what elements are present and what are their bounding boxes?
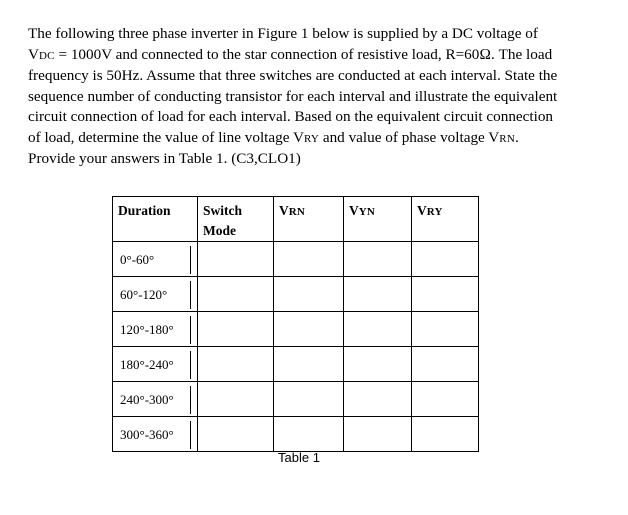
question-line-5: circuit connection of load for each interval. Based on the equivalent circuit connection xyxy=(28,108,554,125)
switch-mode-cell[interactable] xyxy=(198,382,274,417)
header-vyn xyxy=(344,197,412,242)
header-vry-main: V xyxy=(417,203,427,218)
question-line-6-text-b: and value of phase voltage V xyxy=(319,128,500,146)
header-switch-text: Switch xyxy=(203,203,243,218)
question-line-6 xyxy=(28,128,613,150)
switch-mode-cell[interactable] xyxy=(198,417,274,452)
vrn-cell[interactable] xyxy=(274,312,344,347)
duration-cell: 180°-240° xyxy=(113,347,198,382)
question-line-2 xyxy=(28,45,613,67)
vry-subscript-text: RY xyxy=(303,132,320,145)
vyn-cell[interactable] xyxy=(344,347,412,382)
question-line-6-text-a: of load, determine the value of line voltage V xyxy=(28,128,304,146)
table-row xyxy=(113,312,479,347)
vrn-cell[interactable] xyxy=(274,382,344,417)
vyn-cell[interactable] xyxy=(344,417,412,452)
header-vry xyxy=(412,197,479,242)
answer-table xyxy=(112,196,479,452)
header-vrn-sub: RN xyxy=(288,206,306,218)
duration-cell: 60°-120° xyxy=(113,277,198,312)
vrn-cell[interactable] xyxy=(274,277,344,312)
duration-cell: 0°-60° xyxy=(113,242,198,277)
question-line-3: frequency is 50Hz. Assume that three switches are conducted at each interval. State the xyxy=(28,67,558,84)
question-line-7: Provide your answers in Table 1. (C3,CLO1) xyxy=(28,150,301,167)
vdc-subscript: DC xyxy=(38,49,55,62)
header-vrn-main: V xyxy=(279,203,289,218)
vry-cell[interactable] xyxy=(412,382,479,417)
duration-cell: 240°-300° xyxy=(113,382,198,417)
vry-cell[interactable] xyxy=(412,312,479,347)
vry-cell[interactable] xyxy=(412,242,479,277)
header-mode-text: Mode xyxy=(203,223,236,238)
switch-mode-cell[interactable] xyxy=(198,312,274,347)
switch-mode-cell[interactable] xyxy=(198,277,274,312)
duration-cell: 300°-360° xyxy=(113,417,198,452)
question-paragraph xyxy=(28,24,613,170)
header-vyn-main: V xyxy=(349,203,359,218)
question-line-2-text: = 1000V and connected to the star connection of resistive load, R=60Ω. The load xyxy=(54,45,553,63)
vrn-subscript-text: RN xyxy=(499,132,515,145)
question-line-6-period: . xyxy=(514,128,519,146)
vrn-cell[interactable] xyxy=(274,347,344,382)
header-vry-sub: RY xyxy=(426,206,443,218)
header-vrn xyxy=(274,197,344,242)
header-switch-mode xyxy=(198,197,274,242)
vry-cell[interactable] xyxy=(412,277,479,312)
header-duration: Duration xyxy=(113,197,198,242)
table-row xyxy=(113,382,479,417)
table-row xyxy=(113,417,479,452)
duration-cell: 120°-180° xyxy=(113,312,198,347)
question-line-4: sequence number of conducting transistor for each interval and illustrate the equivalent xyxy=(28,87,558,105)
table-caption: Table 1 xyxy=(278,450,320,465)
vyn-cell[interactable] xyxy=(344,312,412,347)
vyn-cell[interactable] xyxy=(344,242,412,277)
table-row xyxy=(113,242,479,277)
table-header-row xyxy=(113,197,479,242)
header-vyn-sub: YN xyxy=(358,206,376,218)
switch-mode-cell[interactable] xyxy=(198,242,274,277)
vrn-cell[interactable] xyxy=(274,417,344,452)
question-line-1: The following three phase inverter in Figure 1 below is supplied by a DC voltage of xyxy=(28,25,538,42)
vdc-symbol: V xyxy=(28,45,39,63)
table-row xyxy=(113,277,479,312)
vry-cell[interactable] xyxy=(412,347,479,382)
switch-mode-cell[interactable] xyxy=(198,347,274,382)
vrn-cell[interactable] xyxy=(274,242,344,277)
vyn-cell[interactable] xyxy=(344,277,412,312)
table-row xyxy=(113,347,479,382)
vry-cell[interactable] xyxy=(412,417,479,452)
vyn-cell[interactable] xyxy=(344,382,412,417)
